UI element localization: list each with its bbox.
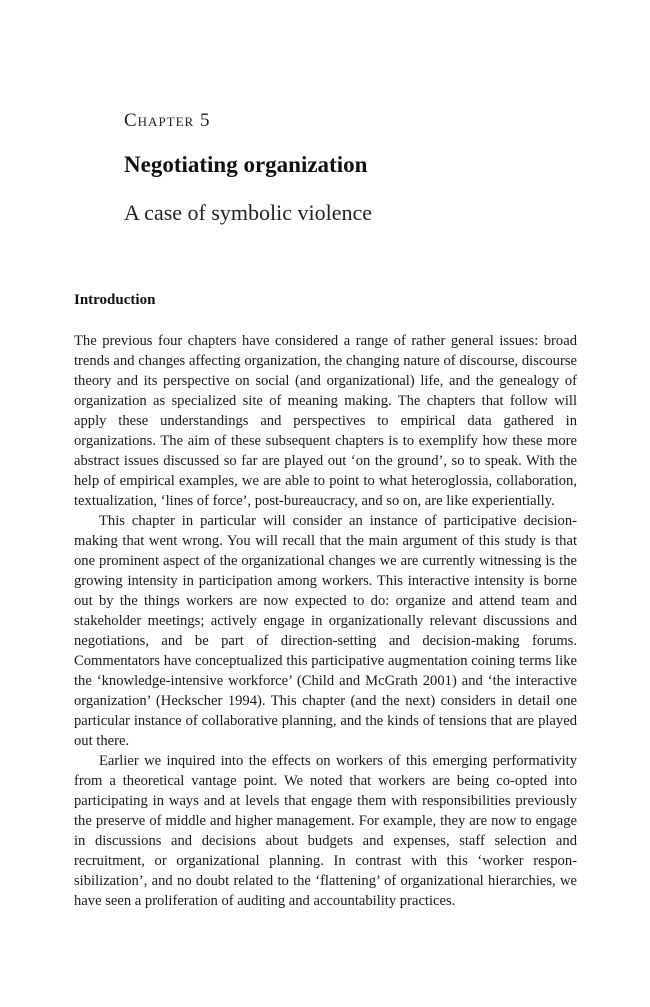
chapter-subtitle: A case of symbolic violence [124,200,373,225]
chapter-title: Negotiating organization [124,152,368,177]
paragraph-1: The previous four chapters have considered a range of rather general issues: broad trends and changes affecting organization, the changing nature of discourse, discourse theory and its perspective on social (and organizational) life, and the genealogy of organization as specialized site of meaning making. The chapters that follow will apply these understandings and perspectives to empirical data gathered in organizations. The aim of these subsequent chapters is to exemplify how these more abstract issues discussed so far are played out ‘on the ground’, so to speak. With the help of empirical examples, we are able to point to what heteroglossia, collaboration, textualization, ‘lines of force’, post-bureaucracy, and so on, are like experientially. [74,333,577,509]
chapter-label: Chapter 5 [124,110,211,131]
paragraph-3: Earlier we inquired into the effects on workers of this emerging performativity from a theoretical vantage point. We noted that workers are being co-opted into participating in ways and at levels that engage them with responsibilities previously the preserve of middle and higher management. For example, they are now to engage in discussions and decisions about budgets and expenses, staff selection and recruitment, or organizational planning. In contrast with this ‘worker responsibilization’, and no doubt related to the ‘flattening’ of organizational hierarchies, we have seen a proliferation of auditing and accountability practices. [74,753,577,909]
section-heading: Introduction [74,292,156,308]
paragraph-2: This chapter in particular will consider an instance of participative decision-making that went wrong. You will recall that the main argument of this study is that one prominent aspect of the organizational changes we are currently witnessing is the growing intensity in participation among workers. This interactive intensity is borne out by the things workers are now expected to do: organize and attend team and stakeholder meetings; actively engage in organizationally relevant discussions and negotiations, and be part of direction-setting and decision-making forums. Commentators have conceptualized this participative augmentation coining terms like the ‘knowledge-intensive workforce’ (Child and McGrath 2001) and ‘the interactive organization’ (Heckscher 1994). This chapter (and the next) considers in detail one particular instance of collaborative planning, and the kinds of tensions that are played out there. [74,513,577,749]
body-text [74,331,577,909]
